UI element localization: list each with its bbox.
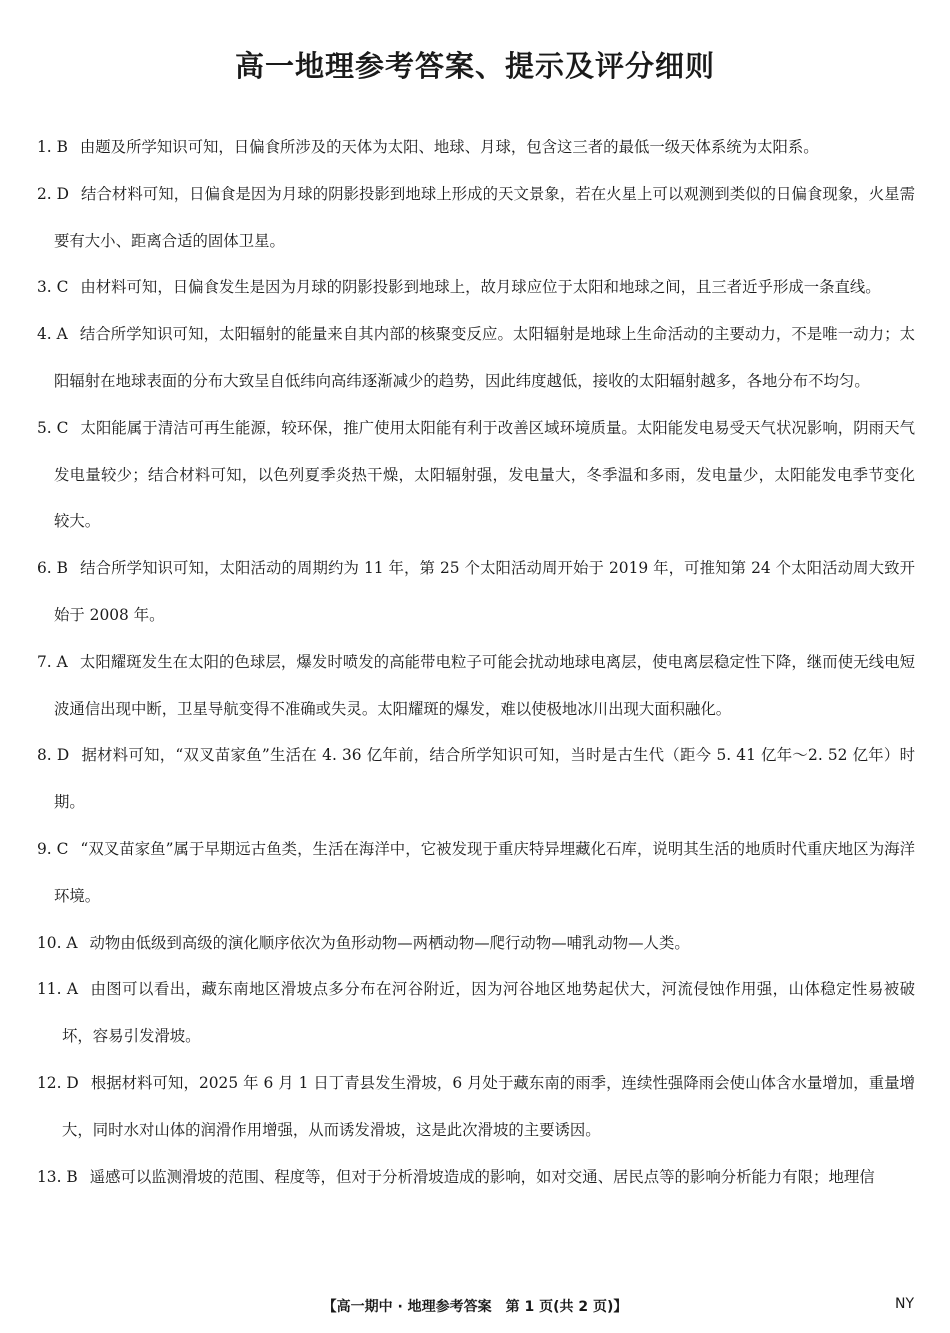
answer-text: 据材料可知，“双叉苗家鱼”生活在 4. 36 亿年前，结合所学知识可知，当时是古生代（距今 5. 41 亿年～2. 52 亿年）时期。 [54, 746, 915, 812]
answer-number: 5. C [37, 418, 69, 437]
answer-text: 结合所学知识可知，太阳辐射的能量来自其内部的核聚变反应。太阳辐射是地球上生命活动的主要动力，不是唯一动力；太阳辐射在地球表面的分布大致呈自低纬向高纬逐渐减少的趋势，因此纬度越低，接收的太阳辐射越多，各地分布不均匀。 [54, 325, 915, 390]
page-title: 高一地理参考答案、提示及评分细则 [234, 49, 715, 83]
answer-list [37, 124, 915, 1200]
doc-code: NY [894, 1296, 914, 1312]
list-item [37, 311, 915, 405]
list-item [37, 966, 915, 1060]
list-item [37, 732, 915, 826]
answer-text: 遥感可以监测滑坡的范围、程度等，但对于分析滑坡造成的影响，如对交通、居民点等的影响分析能力有限；地理信 [89, 1167, 875, 1186]
list-item [37, 826, 915, 920]
answer-number: 12. D [37, 1073, 79, 1092]
answer-text: 太阳能属于清洁可再生能源，较环保，推广使用太阳能有利于改善区域环境质量。太阳能发电易受天气状况影响，阴雨天气发电量较少；结合材料可知，以色列夏季炎热干燥，太阳辐射强，发电量大，冬季温和多雨，发电量少，太阳能发电季节变化较大。 [54, 418, 915, 531]
answer-number: 9. C [37, 839, 69, 858]
list-item [37, 405, 915, 545]
list-item [37, 1060, 915, 1154]
list-item [37, 124, 915, 171]
answer-number: 1. B [37, 138, 68, 156]
answer-number: 10. A [37, 933, 78, 952]
page-footer: 【高一期中 · 地理参考答案 第 1 页(共 2 页)】 [322, 1299, 628, 1315]
answer-number: 6. B [37, 559, 68, 578]
list-item [37, 920, 915, 967]
answer-number: 2. D [37, 184, 69, 203]
answer-number: 7. A [37, 652, 68, 671]
answer-text: 动物由低级到高级的演化顺序依次为鱼形动物—两栖动物—爬行动物—哺乳动物—人类。 [89, 933, 690, 952]
list-item [37, 545, 915, 639]
answer-text: 由图可以看出，藏东南地区滑坡点多分布在河谷附近，因为河谷地区地势起伏大，河流侵蚀作用强，山体稳定性易被破坏，容易引发滑坡。 [62, 980, 915, 1046]
answer-number: 8. D [37, 746, 70, 765]
answer-text: “双叉苗家鱼”属于早期远古鱼类，生活在海洋中，它被发现于重庆特异埋藏化石库，说明其生活的地质时代重庆地区为海洋环境。 [54, 839, 915, 905]
list-item [37, 171, 915, 265]
answer-text: 结合材料可知，日偏食是因为月球的阴影投影到地球上形成的天文景象，若在火星上可以观测到类似的日偏食现象，火星需要有大小、距离合适的固体卫星。 [54, 184, 915, 250]
list-item [37, 264, 915, 311]
answer-text: 根据材料可知，2025 年 6 月 1 日丁青县发生滑坡，6 月处于藏东南的雨季，连续性强降雨会使山体含水量增加，重量增大，同时水对山体的润滑作用增强，从而诱发滑坡，这是此次滑坡的主要诱因。 [62, 1073, 915, 1139]
answer-number: 4. A [37, 325, 68, 344]
list-item [37, 639, 915, 733]
answer-text: 由题及所学知识可知，日偏食所涉及的天体为太阳、地球、月球，包含这三者的最低一级天体系统为太阳系。 [79, 138, 819, 156]
answer-number: 13. B [37, 1167, 78, 1186]
list-item [37, 1154, 915, 1201]
answer-text: 结合所学知识可知，太阳活动的周期约为 11 年，第 25 个太阳活动周开始于 2019 年，可推知第 24 个太阳活动周大致开始于 2008 年。 [54, 559, 916, 624]
answer-text: 太阳耀斑发生在太阳的色球层，爆发时喷发的高能带电粒子可能会扰动地球电离层，使电离层稳定性下降，继而使无线电短波通信出现中断，卫星导航变得不准确或失灵。太阳耀斑的爆发，难以使极地冰川出现大面积融化。 [54, 652, 915, 718]
answer-number: 11. A [37, 980, 78, 999]
answer-number: 3. C [37, 278, 69, 297]
answer-text: 由材料可知，日偏食发生是因为月球的阴影投影到地球上，故月球应位于太阳和地球之间，且三者近乎形成一条直线。 [80, 278, 881, 297]
